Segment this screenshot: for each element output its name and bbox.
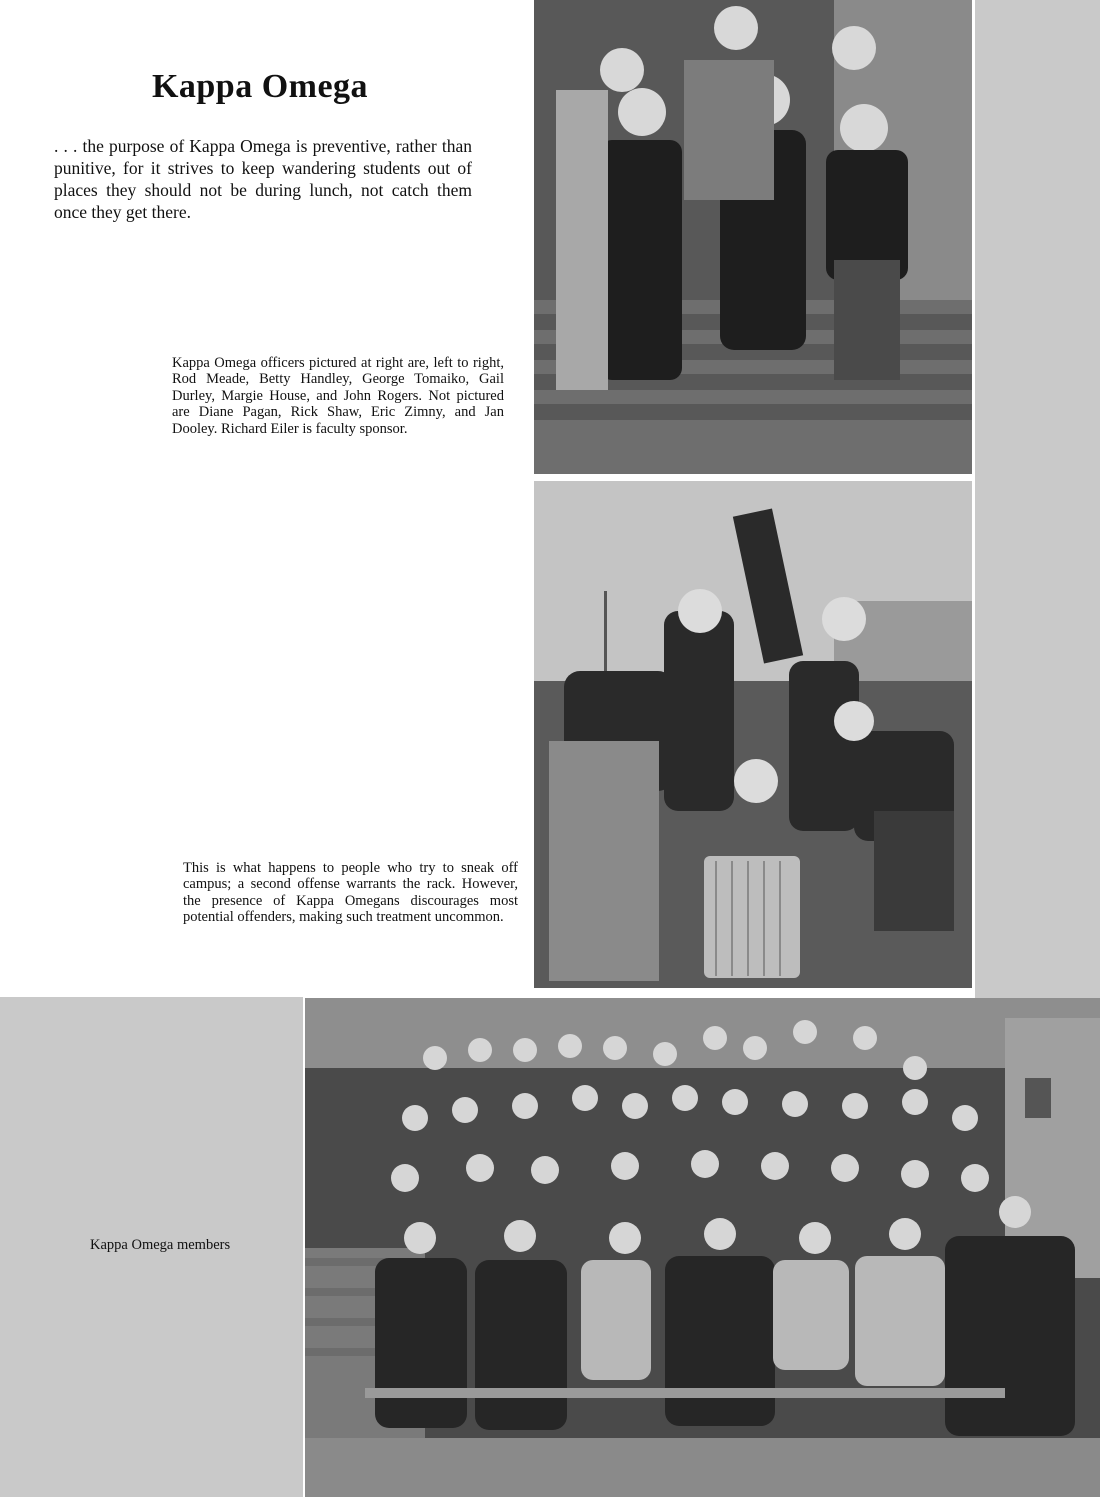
officers-photo (534, 0, 972, 474)
prank-photo-illustration (534, 481, 972, 988)
intro-paragraph: . . . the purpose of Kappa Omega is preventive, rather than punitive, for it strives to keep wandering students out of places they should not be during lunch, not catch them once they get there. (54, 135, 472, 222)
gray-margin-panel (975, 0, 1100, 998)
members-caption: Kappa Omega members (90, 1237, 231, 1253)
prank-photo (534, 481, 972, 988)
officers-caption: Kappa Omega officers pictured at right are, left to right, Rod Meade, Betty Handley, George Tomaiko, Gail Durley, Margie House, and John Rogers. Not pictured are Diane Pagan, Rick Shaw, Eric Zimny, and Jan Dooley. Richard Eiler is faculty sponsor. (172, 354, 504, 437)
page-title: Kappa Omega (151, 67, 369, 105)
members-photo (305, 998, 1100, 1497)
members-photo-illustration (305, 998, 1100, 1497)
prank-caption: This is what happens to people who try to sneak off campus; a second offense warrants the rack. However, the presence of Kappa Omegans discourages most potential offenders, making such treatment uncommon. (183, 859, 518, 925)
officers-photo-illustration (534, 0, 972, 474)
